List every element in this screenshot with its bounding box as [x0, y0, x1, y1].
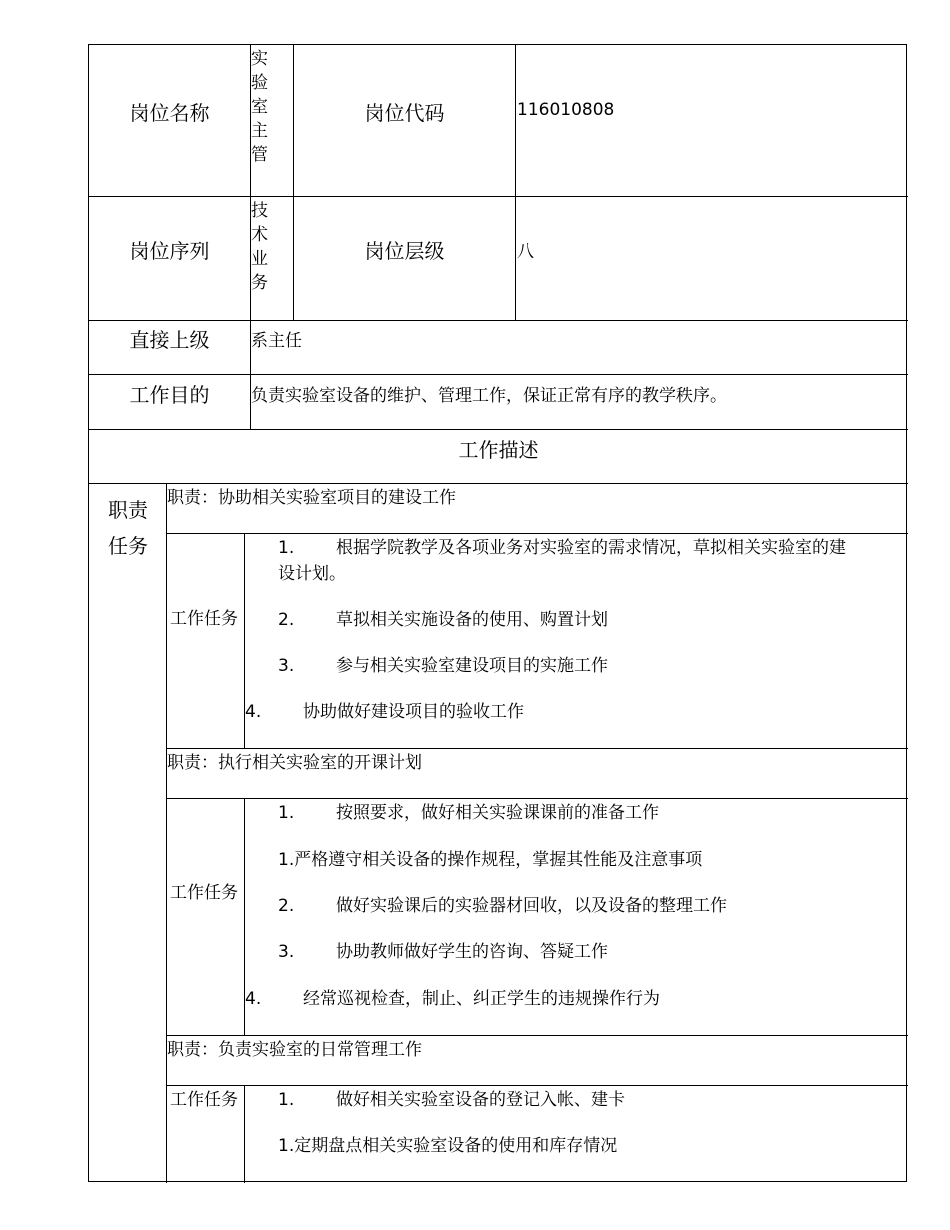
row-divider [167, 1085, 908, 1086]
duty-title: 职责：负责实验室的日常管理工作 [167, 1040, 422, 1060]
task-number: 2. [278, 610, 295, 630]
task-item-continuation: 设计划。 [278, 564, 346, 584]
task-item [278, 801, 659, 825]
duty-title: 职责：执行相关实验室的开课计划 [167, 753, 422, 773]
task-item [278, 940, 608, 964]
task-item [245, 987, 660, 1011]
purpose-label: 工作目的 [129, 383, 210, 407]
task-item [278, 608, 608, 632]
row-divider [89, 429, 908, 430]
level-label: 岗位层级 [364, 239, 445, 263]
task-text: 做好实验课后的实验器材回收，以及设备的整理工作 [336, 896, 727, 916]
row-divider [89, 483, 908, 484]
col-divider [166, 483, 167, 1183]
code-value: 116010808 [517, 100, 615, 120]
task-label: 工作任务 [170, 883, 238, 903]
task-number: 1. [278, 803, 295, 823]
series-value: 技术业务 [251, 201, 268, 293]
task-item [278, 654, 608, 678]
task-text: 草拟相关实施设备的使用、购置计划 [336, 610, 608, 630]
task-item [245, 700, 524, 724]
superior-value: 系主任 [251, 331, 302, 351]
row-divider [89, 374, 908, 375]
task-text: 根据学院教学及各项业务对实验室的需求情况，草拟相关实验室的建 [336, 538, 846, 558]
name-value: 实验室主管 [251, 49, 268, 165]
task-number: 1. [278, 1090, 295, 1110]
row-divider [167, 533, 908, 534]
task-number: 4. [245, 989, 262, 1009]
row-divider [167, 1035, 908, 1036]
row-divider [167, 798, 908, 799]
task-number: 3. [278, 656, 295, 676]
col-divider [244, 1085, 245, 1183]
task-item [278, 894, 727, 918]
name-label: 岗位名称 [129, 101, 210, 125]
task-number: 3. [278, 942, 295, 962]
col-divider [293, 45, 294, 320]
level-value: 八 [517, 242, 534, 262]
job-description-table [88, 44, 907, 1182]
task-number: 4. [245, 702, 262, 722]
task-text: 参与相关实验室建设项目的实施工作 [336, 656, 608, 676]
task-label: 工作任务 [170, 1090, 238, 1110]
task-text: 经常巡视检查，制止、纠正学生的违规操作行为 [303, 989, 660, 1009]
task-text: 按照要求，做好相关实验课课前的准备工作 [336, 803, 659, 823]
task-number: 2. [278, 896, 295, 916]
task-item [278, 1088, 625, 1112]
series-label: 岗位序列 [129, 239, 210, 263]
task-text: 做好相关实验室设备的登记入帐、建卡 [336, 1090, 625, 1110]
code-label: 岗位代码 [364, 101, 445, 125]
task-item [278, 536, 904, 560]
task-label: 工作任务 [170, 609, 238, 629]
row-divider [89, 196, 908, 197]
task-item: 1.严格遵守相关设备的操作规程，掌握其性能及注意事项 [278, 850, 703, 870]
task-text: 协助做好建设项目的验收工作 [303, 702, 524, 722]
row-divider [89, 320, 908, 321]
purpose-value: 负责实验室设备的维护、管理工作，保证正常有序的教学秩序。 [251, 386, 727, 406]
superior-label: 直接上级 [129, 328, 210, 352]
task-number: 1. [278, 538, 295, 558]
task-item: 1.定期盘点相关实验室设备的使用和库存情况 [278, 1136, 618, 1156]
description-title: 工作描述 [458, 438, 539, 462]
duties-label: 职责任务 [108, 498, 148, 558]
row-divider [167, 748, 908, 749]
duty-title: 职责：协助相关实验室项目的建设工作 [167, 488, 456, 508]
col-divider [515, 45, 516, 320]
task-text: 协助教师做好学生的咨询、答疑工作 [336, 942, 608, 962]
